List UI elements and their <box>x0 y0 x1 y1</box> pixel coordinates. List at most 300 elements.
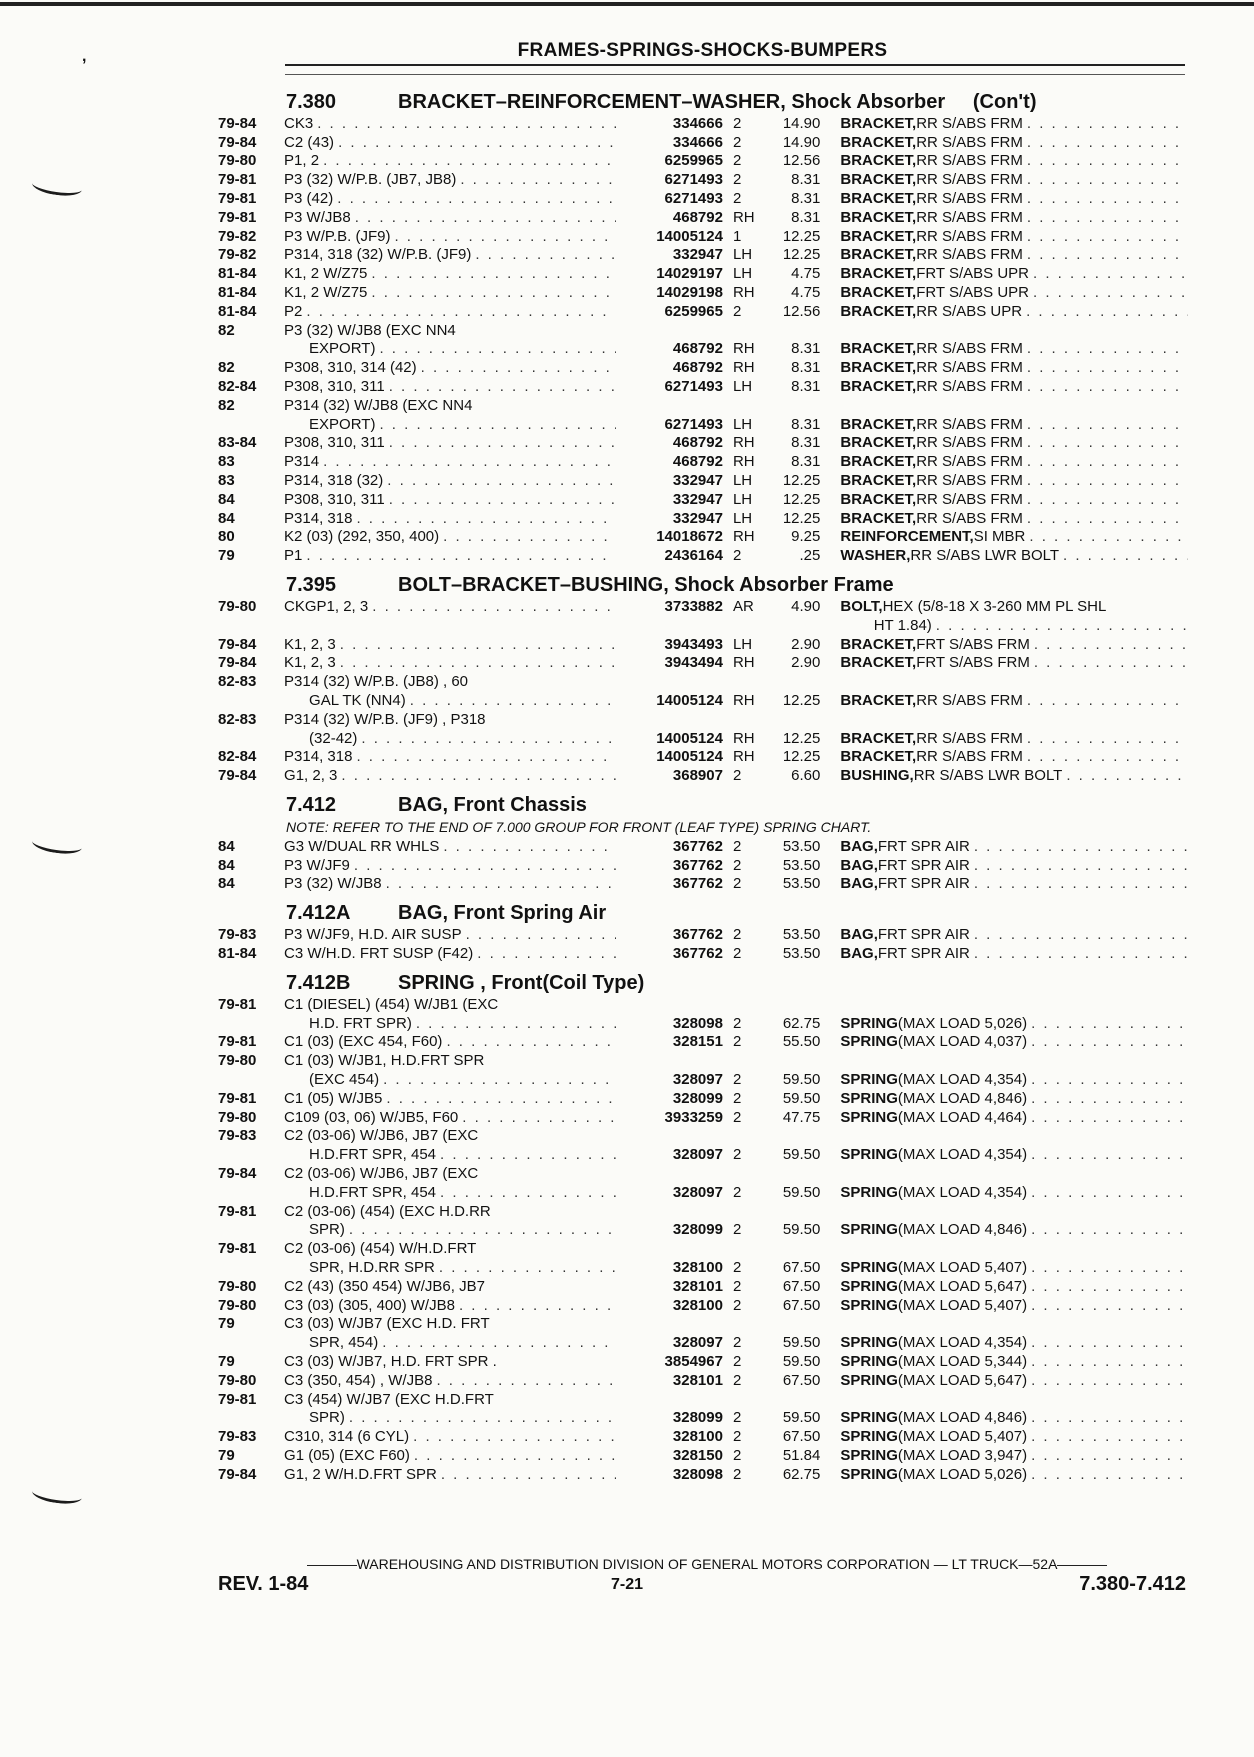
application-text: EXPORT) <box>284 340 376 358</box>
part-name-text: HEX (5/8-18 X 3-260 MM PL SHL <box>882 597 1107 615</box>
part-name-cell <box>820 209 1188 227</box>
table-row <box>218 1239 1188 1258</box>
part-name-cell <box>820 1353 1188 1371</box>
quantity: RH <box>732 283 755 301</box>
quantity: 2 <box>732 1465 742 1483</box>
table-row <box>218 1371 1188 1390</box>
application-cell <box>284 1146 616 1164</box>
part-name-text: RR S/ABS LWR BOLT <box>913 767 1063 785</box>
application-text: H.D.FRT SPR, 454 <box>284 1146 437 1164</box>
leader-dots <box>341 767 616 785</box>
part-name-cell <box>820 340 1188 358</box>
application-text: K2 (03) (292, 350, 400) <box>284 528 440 546</box>
leader-dots <box>1023 246 1188 264</box>
leader-dots <box>1029 284 1188 302</box>
part-name-cell <box>820 1372 1188 1390</box>
leader-dots <box>1027 1090 1188 1108</box>
part-number: 328151 <box>672 1033 723 1051</box>
part-number: 332947 <box>672 471 723 489</box>
table-row <box>218 875 1188 894</box>
quantity: 2 <box>732 302 742 320</box>
application-text: (EXC 454) <box>284 1071 380 1089</box>
part-number: 6271493 <box>664 171 723 189</box>
part-name-text: (MAX LOAD 5,407) <box>897 1428 1028 1446</box>
application-cell <box>284 491 616 509</box>
leader-dots <box>389 434 616 452</box>
application-cell <box>284 1466 616 1484</box>
leader-dots <box>1029 265 1188 283</box>
part-name-cell <box>820 1090 1188 1108</box>
table-row <box>218 766 1188 785</box>
model-year: 79-80 <box>218 1296 257 1314</box>
part-name-text: RR S/ABS FRM <box>916 509 1023 527</box>
table-row <box>218 377 1188 396</box>
table-row <box>218 1089 1188 1108</box>
part-name-bold: BRACKET, <box>840 340 917 358</box>
leader-dots <box>1027 1353 1188 1371</box>
application-cell <box>284 134 616 152</box>
table-row <box>218 208 1188 227</box>
application-cell <box>284 857 616 875</box>
leader-dots <box>440 1184 616 1202</box>
quantity: LH <box>732 490 753 508</box>
application-text: K1, 2, 3 <box>284 635 336 653</box>
part-name-bold: BRACKET, <box>840 471 917 489</box>
part-number: 14005124 <box>656 748 723 766</box>
quantity: 2 <box>732 1296 742 1314</box>
part-number: 328100 <box>672 1428 723 1446</box>
application-cell <box>284 340 616 358</box>
table-row <box>218 1033 1188 1052</box>
part-name-cell <box>820 875 1188 893</box>
binder-hole-mark <box>31 175 83 199</box>
leader-dots <box>1059 547 1188 565</box>
application-cell <box>284 1033 616 1051</box>
application-text: C3 W/H.D. FRT SUSP (F42) <box>284 945 474 963</box>
quantity: 2 <box>732 1277 742 1295</box>
application-cell <box>284 767 616 785</box>
application-cell <box>284 284 616 302</box>
model-year: 81-84 <box>218 302 257 320</box>
quantity: 2 <box>732 114 742 132</box>
application-text: P3 (32) W/P.B. (JB7, JB8) <box>284 171 457 189</box>
leader-dots <box>1023 730 1188 748</box>
part-name-text: RR S/ABS FRM <box>916 471 1023 489</box>
application-cell <box>284 1127 616 1145</box>
application-text: P1, 2 <box>284 152 320 170</box>
application-text: K1, 2 W/Z75 <box>284 283 368 301</box>
part-number: 367762 <box>672 926 723 944</box>
model-year: 79-80 <box>218 597 257 615</box>
leader-dots <box>1027 1428 1188 1446</box>
price: 53.50 <box>782 856 821 874</box>
model-year: 82-83 <box>218 673 257 691</box>
part-name-cell <box>820 472 1188 490</box>
part-name-bold: BRACKET, <box>840 359 917 377</box>
leader-dots <box>416 1015 616 1033</box>
table-row <box>218 635 1188 654</box>
leader-dots <box>443 838 616 856</box>
application-text: P308, 310, 314 (42) <box>284 359 417 377</box>
price: 6.60 <box>791 767 821 785</box>
part-name-text: (MAX LOAD 4,354) <box>897 1146 1028 1164</box>
leader-dots <box>356 748 616 766</box>
quantity: 2 <box>732 1089 742 1107</box>
part-name-bold: BRACKET, <box>840 152 917 170</box>
leader-dots <box>349 1409 616 1427</box>
price: 12.25 <box>782 246 821 264</box>
section-number: 7.412 <box>286 794 337 817</box>
part-number: 3733882 <box>664 597 723 615</box>
model-year: 79 <box>218 1353 235 1371</box>
table-row <box>218 837 1188 856</box>
part-name-bold: BRACKET, <box>840 434 917 452</box>
section-heading <box>218 893 1188 925</box>
application-cell <box>284 246 616 264</box>
quantity: 2 <box>732 1334 742 1352</box>
leader-dots <box>970 926 1188 944</box>
application-cell <box>284 1315 616 1333</box>
price: 67.50 <box>782 1371 821 1389</box>
table-row <box>218 1315 1188 1334</box>
table-row <box>218 528 1188 547</box>
quantity: 2 <box>732 1146 742 1164</box>
leader-dots <box>340 636 616 654</box>
footer-publisher <box>228 1556 1186 1572</box>
leader-dots <box>1023 340 1188 358</box>
price: 14.90 <box>782 114 821 132</box>
footer-publisher-text: WAREHOUSING AND DISTRIBUTION DIVISION OF GENERAL MOTORS CORPORATION — LT TRUCK—52A <box>356 1556 1058 1572</box>
model-year: 79 <box>218 1447 235 1464</box>
part-name-bold: BAG, <box>840 837 878 855</box>
price: .25 <box>799 547 821 565</box>
leader-dots <box>1027 1447 1188 1465</box>
part-name-cell <box>820 134 1188 152</box>
leader-dots <box>436 1372 616 1390</box>
application-cell <box>284 1353 616 1371</box>
part-number: 468792 <box>672 359 723 377</box>
part-number: 6259965 <box>664 302 723 320</box>
table-row <box>218 452 1188 471</box>
application-text: C3 (350, 454) , W/JB8 <box>284 1371 433 1389</box>
leader-dots <box>970 857 1188 875</box>
application-text: H.D. FRT SPR) <box>284 1014 412 1032</box>
application-cell <box>284 1240 616 1258</box>
model-year: 79-81 <box>218 1089 257 1107</box>
application-cell <box>284 1165 616 1183</box>
model-year: 83-84 <box>218 434 257 452</box>
section-number: 7.395 <box>286 574 337 597</box>
leader-dots <box>1027 1221 1188 1239</box>
leader-dots <box>349 1221 616 1239</box>
model-year: 82-84 <box>218 748 257 766</box>
part-number: 328099 <box>672 1409 723 1427</box>
price: 59.50 <box>782 1183 821 1201</box>
table-row <box>218 1465 1188 1484</box>
section-heading <box>218 82 1188 114</box>
leader-dots <box>1027 1278 1188 1296</box>
part-number: 367762 <box>672 875 723 893</box>
price: 8.31 <box>791 171 821 189</box>
leader-dots <box>372 598 616 616</box>
part-name-cell <box>820 416 1188 434</box>
model-year: 81-84 <box>218 265 257 283</box>
part-name-text: RR S/ABS FRM <box>916 377 1023 395</box>
leader-dots <box>1027 1297 1188 1315</box>
application-text: G3 W/DUAL RR WHLS <box>284 837 440 855</box>
leader-dots <box>932 617 1188 635</box>
model-year: 79-84 <box>218 767 257 785</box>
application-cell <box>284 673 616 691</box>
application-text: (32-42) <box>284 729 358 747</box>
price: 9.25 <box>791 528 821 546</box>
model-year: 79-84 <box>218 1465 257 1483</box>
model-year: 79-83 <box>218 1127 257 1145</box>
price: 4.90 <box>791 597 821 615</box>
quantity: 1 <box>732 227 742 245</box>
part-name-cell <box>820 171 1188 189</box>
application-cell <box>284 171 616 189</box>
part-name-cell <box>820 1259 1188 1277</box>
application-text: P3 (32) W/JB8 <box>284 875 382 893</box>
part-name-text: (MAX LOAD 4,846) <box>897 1089 1028 1107</box>
quantity: 2 <box>732 926 742 944</box>
quantity: 2 <box>732 1108 742 1126</box>
part-name-bold: SPRING <box>840 1259 898 1277</box>
leader-dots <box>1027 1409 1188 1427</box>
leader-dots <box>475 246 616 264</box>
application-cell <box>284 692 616 710</box>
part-name-bold: BRACKET, <box>840 635 917 653</box>
leader-dots <box>1062 767 1188 785</box>
quantity: RH <box>732 359 755 377</box>
price: 51.84 <box>782 1447 821 1464</box>
part-name-bold: BAG, <box>840 945 878 963</box>
quantity: LH <box>732 265 753 283</box>
table-row <box>218 748 1188 767</box>
price: 53.50 <box>782 926 821 944</box>
application-text: C3 (03) (305, 400) W/JB8 <box>284 1296 455 1314</box>
model-year: 79-80 <box>218 1108 257 1126</box>
part-name-bold: BRACKET, <box>840 171 917 189</box>
part-number: 328099 <box>672 1089 723 1107</box>
application-cell <box>284 453 616 471</box>
leader-dots <box>389 491 616 509</box>
section-title: SPRING , Front(Coil Type) <box>398 972 645 995</box>
section-title: BAG, Front Spring Air <box>398 902 607 925</box>
leader-dots <box>440 1146 616 1164</box>
part-name-bold: SPRING <box>840 1353 898 1371</box>
model-year: 83 <box>218 471 235 489</box>
part-name-text: RR S/ABS FRM <box>916 133 1023 151</box>
model-year: 84 <box>218 875 235 893</box>
part-number: 332947 <box>672 509 723 527</box>
model-year: 83 <box>218 453 235 471</box>
part-name-bold: BRACKET, <box>840 246 917 264</box>
part-name-text: (MAX LOAD 5,647) <box>897 1277 1028 1295</box>
table-row <box>218 616 1188 635</box>
application-text: C2 (43) <box>284 133 335 151</box>
part-name-text: RR S/ABS FRM <box>916 189 1023 207</box>
application-text: CKGP1, 2, 3 <box>284 597 369 615</box>
part-name-bold: BAG, <box>840 856 878 874</box>
table-row <box>218 1108 1188 1127</box>
table-row <box>218 1051 1188 1070</box>
part-name-cell <box>820 228 1188 246</box>
table-row <box>218 283 1188 302</box>
part-name-cell <box>820 1278 1188 1296</box>
application-text: P3 (32) W/JB8 (EXC NN4 <box>284 321 456 339</box>
part-name-cell <box>820 1071 1188 1089</box>
leader-dots <box>446 1033 616 1051</box>
part-name-bold: BAG, <box>840 926 878 944</box>
price: 8.31 <box>791 208 821 226</box>
part-name-cell <box>820 1109 1188 1127</box>
section-title: BAG, Front Chassis <box>398 794 587 817</box>
part-name-cell <box>820 246 1188 264</box>
model-year: 79-81 <box>218 1390 257 1408</box>
part-number: 3933259 <box>664 1108 723 1126</box>
part-name-bold: SPRING <box>840 1409 898 1427</box>
quantity: LH <box>732 377 753 395</box>
model-year: 79 <box>218 547 235 565</box>
application-cell <box>284 875 616 893</box>
price: 12.56 <box>782 302 821 320</box>
leader-dots <box>466 926 617 944</box>
model-year: 79 <box>218 1315 235 1333</box>
part-number: 3943494 <box>664 654 723 672</box>
part-number: 468792 <box>672 453 723 471</box>
leader-dots <box>421 359 617 377</box>
quantity: 2 <box>732 767 742 785</box>
application-text: P308, 310, 311 <box>284 434 385 452</box>
application-text: K1, 2, 3 <box>284 654 336 672</box>
leader-dots <box>1027 1146 1188 1164</box>
application-cell <box>284 322 616 340</box>
leader-dots <box>439 1259 616 1277</box>
application-cell <box>284 528 616 546</box>
model-year: 84 <box>218 837 235 855</box>
quantity: RH <box>732 434 755 452</box>
quantity: AR <box>732 597 754 615</box>
table-row <box>218 654 1188 673</box>
application-cell <box>284 838 616 856</box>
table-row <box>218 1352 1188 1371</box>
leader-dots <box>382 1334 616 1352</box>
model-year: 79-80 <box>218 1371 257 1389</box>
part-name-text: SI MBR <box>973 528 1026 546</box>
application-text: C1 (05) W/JB5 <box>284 1089 383 1107</box>
table-row <box>218 415 1188 434</box>
part-number: 14018672 <box>656 528 723 546</box>
table-row <box>218 1145 1188 1164</box>
part-name-cell <box>820 1221 1188 1239</box>
price: 67.50 <box>782 1428 821 1446</box>
part-number: 328097 <box>672 1334 723 1352</box>
section-rule <box>285 74 1185 75</box>
leader-dots <box>386 1090 616 1108</box>
part-number: 328098 <box>672 1014 723 1032</box>
leader-dots <box>441 1466 616 1484</box>
part-number: 328097 <box>672 1071 723 1089</box>
leader-dots <box>356 510 616 528</box>
table-row <box>218 1127 1188 1146</box>
application-text: C310, 314 (6 CYL) <box>284 1428 410 1446</box>
part-name-cell <box>820 654 1188 672</box>
application-cell <box>284 1052 616 1070</box>
part-number: 367762 <box>672 945 723 963</box>
part-number: 468792 <box>672 434 723 452</box>
application-text: C3 (454) W/JB7 (EXC H.D.FRT <box>284 1390 494 1408</box>
price: 14.90 <box>782 133 821 151</box>
application-text: P314 (32) W/JB8 (EXC NN4 <box>284 396 473 414</box>
application-cell <box>284 996 616 1014</box>
leader-dots <box>443 528 616 546</box>
leader-dots <box>1027 1071 1188 1089</box>
application-text: C1 (03) (EXC 454, F60) <box>284 1033 443 1051</box>
price: 12.25 <box>782 227 821 245</box>
part-number: 468792 <box>672 208 723 226</box>
part-number: 14005124 <box>656 729 723 747</box>
application-cell <box>284 303 616 321</box>
part-name-cell <box>820 1466 1188 1484</box>
leader-dots <box>338 134 616 152</box>
application-text: P314 (32) W/P.B. (JB8) , 60 <box>284 673 469 691</box>
price: 12.25 <box>782 729 821 747</box>
application-text: P314, 318 (32) <box>284 471 384 489</box>
leader-dots <box>337 190 616 208</box>
table-row <box>218 170 1188 189</box>
leader-dots <box>323 152 616 170</box>
part-name-bold: BRACKET, <box>840 189 917 207</box>
leader-dots <box>1023 378 1188 396</box>
leader-dots <box>460 171 616 189</box>
part-name-text: (MAX LOAD 5,026) <box>897 1465 1028 1483</box>
part-name-cell <box>820 528 1188 546</box>
table-row <box>218 1427 1188 1446</box>
part-number: 328150 <box>672 1447 723 1464</box>
part-name-text: RR S/ABS FRM <box>916 691 1023 709</box>
part-name-bold: BRACKET, <box>840 654 917 672</box>
part-name-cell <box>820 190 1188 208</box>
part-number: 328100 <box>672 1259 723 1277</box>
quantity: 2 <box>732 547 742 565</box>
table-row <box>218 1333 1188 1352</box>
table-row <box>218 321 1188 340</box>
price: 59.50 <box>782 1221 821 1239</box>
model-year: 81-84 <box>218 945 257 963</box>
leader-dots <box>379 340 616 358</box>
part-number: 368907 <box>672 767 723 785</box>
application-text: K1, 2 W/Z75 <box>284 265 368 283</box>
price: 59.50 <box>782 1146 821 1164</box>
application-cell <box>284 1372 616 1390</box>
application-text: P314, 318 (32) W/P.B. (JF9) <box>284 246 472 264</box>
part-name-text: FRT SPR AIR <box>877 875 970 893</box>
table-row <box>218 925 1188 944</box>
part-name-cell <box>820 617 1188 635</box>
leader-dots <box>970 945 1188 963</box>
part-number: 328101 <box>672 1371 723 1389</box>
model-year: 82 <box>218 321 235 339</box>
part-name-cell <box>820 1297 1188 1315</box>
price: 4.75 <box>791 283 821 301</box>
price: 12.56 <box>782 152 821 170</box>
part-name-text: RR S/ABS FRM <box>916 208 1023 226</box>
part-name-text: (MAX LOAD 5,407) <box>897 1259 1028 1277</box>
model-year: 79-80 <box>218 1277 257 1295</box>
part-name-text: (MAX LOAD 4,846) <box>897 1409 1028 1427</box>
